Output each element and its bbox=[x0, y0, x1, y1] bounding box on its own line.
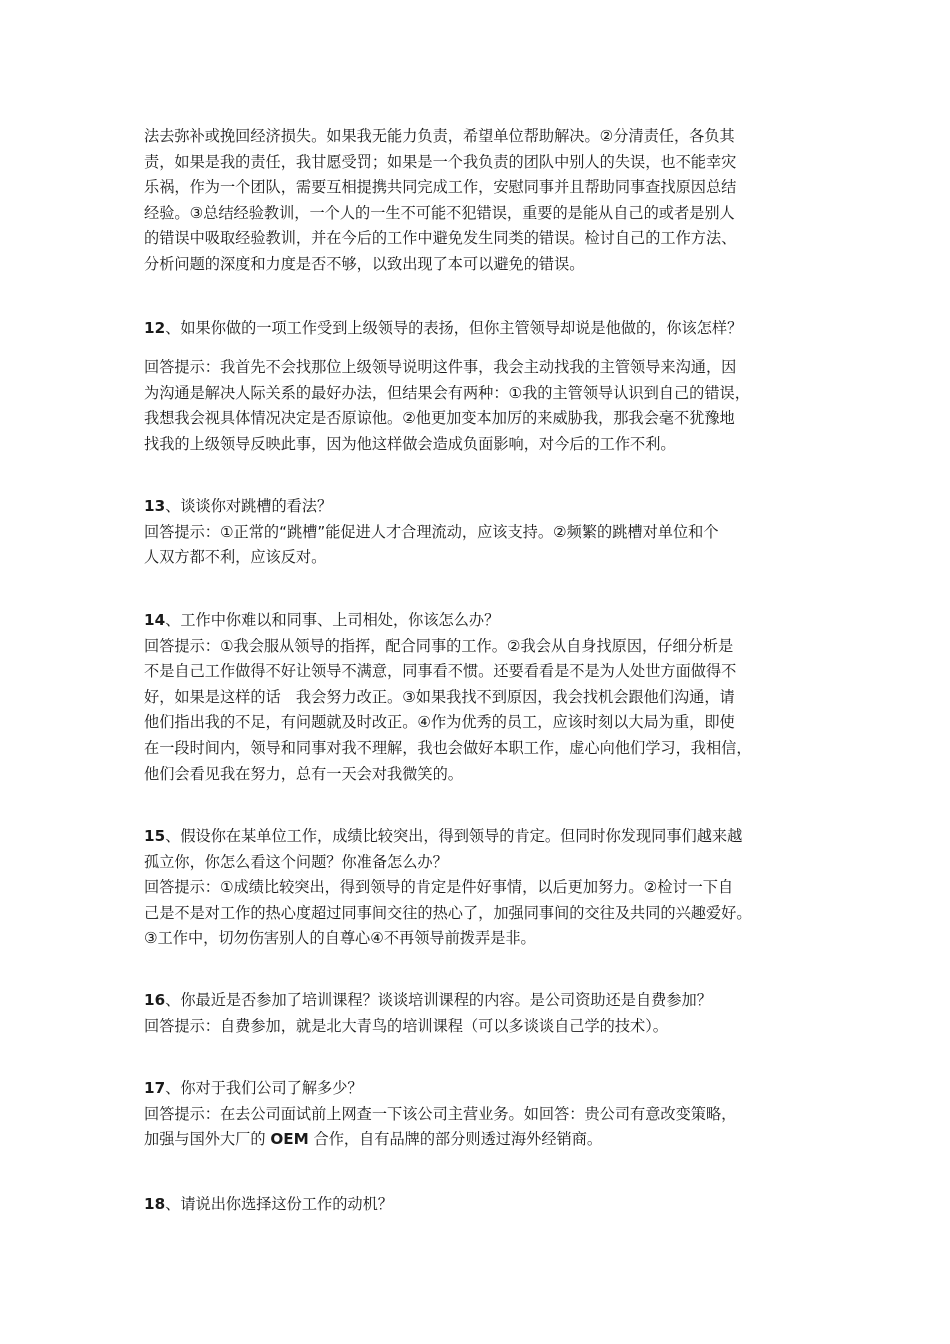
answer-line: 回答提示：①我会服从领导的指挥，配合同事的工作。②我会从自身找原因，仔细分析是 bbox=[144, 636, 734, 655]
oem-term: OEM bbox=[270, 1130, 309, 1149]
question-17 bbox=[144, 1076, 814, 1153]
answer-line: 他们会看见我在努力，总有一天会对我微笑的。 bbox=[144, 764, 463, 783]
question-15 bbox=[144, 824, 814, 952]
answer-line: 己是不是对工作的热心度超过同事间交往的热心了，加强同事间的交往及共同的兴趣爱好。 bbox=[144, 903, 752, 922]
answer-line: 好，如果是这样的话 我会努力改正。③如果我找不到原因，我会找机会跟他们沟通，请 bbox=[144, 687, 735, 706]
question-line bbox=[144, 316, 814, 342]
text-line: 经验。③总结经验教训，一个人的一生不可能不犯错误，重要的是能从自己的或者是别人 bbox=[144, 203, 735, 222]
question-text: 、假设你在某单位工作，成绩比较突出，得到领导的肯定。但同时你发现同事们越来越 bbox=[165, 827, 743, 845]
answer-line: 回答提示：自费参加，就是北大青鸟的培训课程（可以多谈谈自己学的技术）。 bbox=[144, 1016, 668, 1035]
question-text: 、你对于我们公司了解多少？ bbox=[165, 1079, 363, 1097]
question-line bbox=[144, 608, 814, 634]
answer-text: 加强与国外大厂的 bbox=[144, 1130, 271, 1149]
question-line bbox=[144, 824, 814, 850]
question-line bbox=[144, 1192, 814, 1218]
question-14 bbox=[144, 608, 814, 787]
question-line bbox=[144, 988, 814, 1014]
answer-line: 在一段时间内，领导和同事对我不理解，我也会做好本职工作，虚心向他们学习，我相信， bbox=[144, 738, 752, 757]
text-line: 乐祸，作为一个团队，需要互相提携共同完成工作，安慰同事并且帮助同事查找原因总结 bbox=[144, 178, 737, 197]
question-text: 、如果你做的一项工作受到上级领导的表扬，但你主管领导却说是他做的，你该怎样？ bbox=[165, 319, 743, 337]
question-16 bbox=[144, 988, 814, 1039]
question-line bbox=[144, 1076, 814, 1102]
answer-line: 我想我会视具体情况决定是否原谅他。②他更加变本加厉的来威胁我，那我会毫不犹豫地 bbox=[144, 409, 735, 428]
text-line: 法去弥补或挽回经济损失。如果我无能力负责，希望单位帮助解决。②分清责任，各负其 bbox=[144, 127, 735, 145]
question-number: 16 bbox=[144, 991, 166, 1009]
question-number: 17 bbox=[144, 1079, 166, 1097]
answer-line: 回答提示：在去公司面试前上网查一下该公司主营业务。如回答：贵公司有意改变策略， bbox=[144, 1104, 737, 1123]
answer-line: 不是自己工作做得不好让领导不满意，同事看不惯。还要看看是不是为人处世方面做得不 bbox=[144, 662, 737, 681]
answer-line: 回答提示：①正常的“跳槽”能促进人才合理流动，应该支持。②频繁的跳槽对单位和个 bbox=[144, 522, 719, 541]
question-number: 13 bbox=[144, 497, 166, 515]
text-line: 的错误中吸取经验教训，并在今后的工作中避免发生同类的错误。检讨自己的工作方法、 bbox=[144, 229, 737, 248]
answer-line: 回答提示：我首先不会找那位上级领导说明这件事，我会主动找我的主管领导来沟通，因 bbox=[144, 358, 737, 376]
question-line bbox=[144, 494, 814, 520]
question-text: 、请说出你选择这份工作的动机？ bbox=[165, 1195, 393, 1213]
question-text: 、工作中你难以和同事、上司相处，你该怎么办？ bbox=[165, 611, 500, 629]
intro-paragraph bbox=[144, 124, 814, 278]
question-text: 、谈谈你对跳槽的看法？ bbox=[165, 497, 333, 515]
question-number: 18 bbox=[144, 1195, 166, 1213]
answer-line: 他们指出我的不足，有问题就及时改正。④作为优秀的员工，应该时刻以大局为重，即使 bbox=[144, 713, 735, 732]
answer-line: 找我的上级领导反映此事，因为他这样做会造成负面影响，对今后的工作不利。 bbox=[144, 434, 676, 453]
question-number: 12 bbox=[144, 319, 166, 337]
question-12 bbox=[144, 316, 814, 342]
answer-line: 为沟通是解决人际关系的最好办法，但结果会有两种：①我的主管领导认识到自己的错误， bbox=[144, 383, 750, 402]
answer-line: 人双方都不利，应该反对。 bbox=[144, 548, 327, 567]
answer-12 bbox=[144, 355, 814, 457]
answer-line: ③工作中，切勿伤害别人的自尊心④不再领导前拨弄是非。 bbox=[144, 929, 536, 948]
answer-line: 回答提示：①成绩比较突出，得到领导的肯定是件好事情，以后更加努力。②检讨一下自 bbox=[144, 878, 734, 897]
question-18 bbox=[144, 1192, 814, 1218]
text-line: 责，如果是我的责任，我甘愿受罚；如果是一个我负责的团队中别人的失误，也不能幸灾 bbox=[144, 152, 737, 171]
question-13 bbox=[144, 494, 814, 571]
question-text: 、你最近是否参加了培训课程？谈谈培训课程的内容。是公司资助还是自费参加？ bbox=[165, 991, 712, 1009]
question-number: 14 bbox=[144, 611, 166, 629]
question-number: 15 bbox=[144, 827, 166, 845]
text-line: 分析问题的深度和力度是否不够，以致出现了本可以避免的错误。 bbox=[144, 254, 585, 273]
answer-text: 合作，自有品牌的部分则透过海外经销商。 bbox=[308, 1130, 603, 1149]
answer-line bbox=[144, 1127, 814, 1153]
question-line: 孤立你，你怎么看这个问题？你准备怎么办？ bbox=[144, 852, 448, 871]
